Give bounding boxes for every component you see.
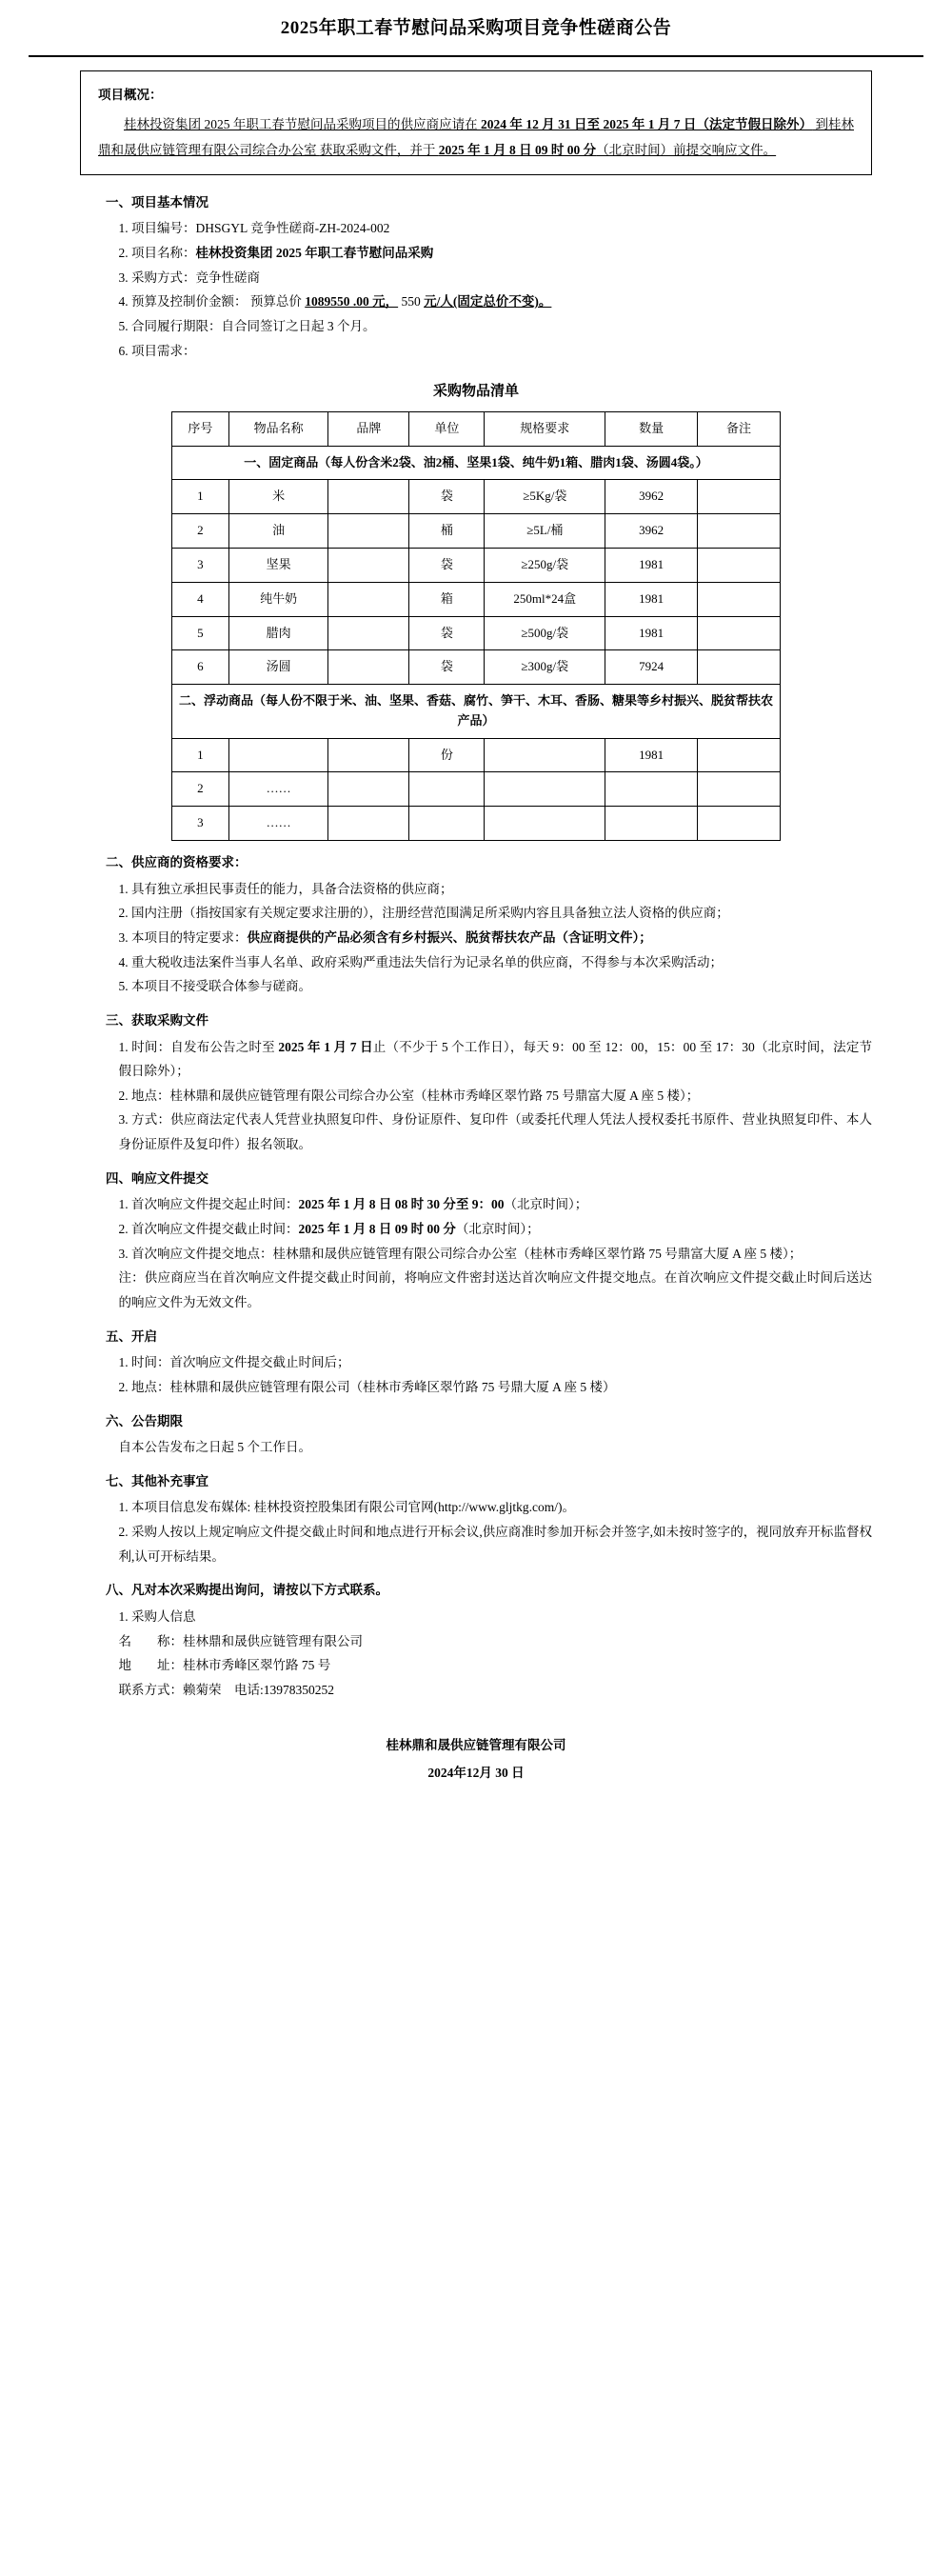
cell-no: 1: [172, 480, 229, 514]
section-2-item-5: 5. 本项目不接受联合体参与磋商。: [118, 979, 311, 994]
section-3-item-1: [80, 1035, 872, 1084]
cell-unit: 袋: [409, 616, 485, 650]
cell-no: 3: [172, 548, 229, 582]
purchaser-contact-row: 联系方式：赖菊荣 电话:13978350252: [118, 1682, 335, 1697]
section-8-heading: 八、凡对本次采购提出询问，请按以下方式联系。: [106, 1583, 388, 1598]
cell-spec: [485, 807, 605, 841]
cell-unit: 箱: [409, 582, 485, 616]
cell-qty: 1981: [605, 582, 698, 616]
cell-name: 汤圆: [228, 650, 328, 685]
cell-no: 4: [172, 582, 229, 616]
cell-name: 腊肉: [228, 616, 328, 650]
overview-part-4: 2025 年 1 月 8 日 09 时 00 分: [438, 142, 597, 157]
cell-qty: 1981: [605, 548, 698, 582]
cell-brand: [328, 548, 409, 582]
table-row: [172, 616, 781, 650]
cell-note: [698, 514, 781, 549]
budget-per-person: 元/人(固定总价不变)。: [424, 294, 552, 310]
table-row: [172, 514, 781, 549]
section-4-item-3: 3. 首次响应文件提交地点：桂林鼎和晟供应链管理有限公司综合办公室（桂林市秀峰区翠竹路 75 号鼎富大厦 A 座 5 楼）；: [118, 1246, 803, 1261]
cell-note: [698, 772, 781, 807]
col-unit: 单位: [409, 411, 485, 446]
goods-group-row-2: [172, 685, 781, 739]
goods-table: [171, 411, 781, 841]
signature-company: 桂林鼎和晟供应链管理有限公司: [386, 1737, 566, 1752]
cell-unit: 袋: [409, 548, 485, 582]
section-3-item-1-pre: 1. 时间：自发布公告之时至: [118, 1039, 279, 1054]
document-body: [0, 70, 952, 1787]
overview-part-5: （北京时间）前提交响应文件。: [596, 142, 777, 157]
section-2-item-1: 1. 具有独立承担民事责任的能力，具备合法资格的供应商；: [118, 881, 453, 896]
cell-qty: 1981: [605, 616, 698, 650]
cell-no: 3: [172, 807, 229, 841]
cell-no: 2: [172, 514, 229, 549]
cell-unit: 份: [409, 738, 485, 772]
budget-label: 4. 预算及控制价金额： 预算总价: [118, 294, 306, 310]
cell-name: 坚果: [228, 548, 328, 582]
signature-date: 2024年12月 30 日: [427, 1766, 525, 1781]
overview-label: 项目概况：: [98, 88, 163, 103]
cell-spec: [485, 738, 605, 772]
cell-unit: [409, 807, 485, 841]
col-brand: 品牌: [328, 411, 409, 446]
cell-unit: 袋: [409, 480, 485, 514]
purchaser-name-value: 桂林鼎和晟供应链管理有限公司: [183, 1633, 363, 1648]
section-4-item-1-pre: 1. 首次响应文件提交起止时间：: [118, 1197, 299, 1212]
cell-note: [698, 650, 781, 685]
purchaser-address-value: 桂林市秀峰区翠竹路 75 号: [183, 1658, 331, 1673]
cell-unit: [409, 772, 485, 807]
section-3-heading: 三、获取采购文件: [106, 1012, 208, 1028]
section-7-heading: 七、其他补充事宜: [106, 1473, 208, 1488]
goods-group-2-label: 二、浮动商品（每人份不限于米、油、坚果、香菇、腐竹、笋干、木耳、香肠、糖果等乡村振兴、脱贫帮扶农产品）: [172, 685, 781, 739]
cell-brand: [328, 807, 409, 841]
submission-start-time: 2025 年 1 月 8 日 08 时 30 分至 9：00: [298, 1197, 505, 1212]
cell-spec: [485, 772, 605, 807]
table-row: [172, 480, 781, 514]
section-2-heading: 二、供应商的资格要求：: [106, 855, 248, 870]
goods-table-title: 采购物品清单: [432, 384, 519, 400]
section-6-item-1: 自本公告发布之日起 5 个工作日。: [118, 1440, 311, 1455]
section-3-item-3: 3. 方式：供应商法定代表人凭营业执照复印件、身份证原件、复印件（或委托代理人凭法人授权委托书原件、营业执照复印件、本人身份证原件及复印件）报名领取。: [118, 1112, 872, 1152]
cell-note: [698, 616, 781, 650]
section-4-item-2-pre: 2. 首次响应文件提交截止时间：: [118, 1222, 299, 1237]
table-row: [172, 582, 781, 616]
section-3-deadline-date: 2025 年 1 月 7 日: [278, 1039, 373, 1054]
table-row: [172, 772, 781, 807]
col-note: 备注: [698, 411, 781, 446]
purchaser-address-label: 地 址：: [118, 1658, 183, 1673]
col-qty: 数量: [605, 411, 698, 446]
cell-brand: [328, 480, 409, 514]
section-1-item-1: 1. 项目编号：DHSGYL 竞争性磋商-ZH-2024-002: [118, 221, 390, 236]
section-1-item-2-value: 桂林投资集团 2025 年职工春节慰问品采购: [195, 246, 434, 261]
cell-spec: ≥300g/袋: [485, 650, 605, 685]
section-8-item-1: 1. 采购人信息: [118, 1609, 196, 1625]
budget-mid: 550: [398, 294, 425, 310]
cell-note: [698, 738, 781, 772]
cell-name: 纯牛奶: [228, 582, 328, 616]
cell-note: [698, 548, 781, 582]
section-4-item-1: [80, 1192, 872, 1217]
cell-name: ……: [228, 807, 328, 841]
page-title: 2025年职工春节慰问品采购项目竞争性磋商公告: [29, 6, 923, 57]
cell-brand: [328, 738, 409, 772]
goods-table-header-row: [172, 411, 781, 446]
cell-qty: [605, 807, 698, 841]
purchaser-name-label: 名 称：: [118, 1633, 183, 1648]
overview-part-0: 桂林投资集团 2025 年职工春节慰问品采购项目的供应商应请在: [124, 116, 482, 131]
section-1-heading: 一、项目基本情况: [106, 194, 208, 210]
overview-part-2: 到桂林鼎和晟供应链管理有限公司综合办公室: [98, 116, 855, 157]
col-no: 序号: [172, 411, 229, 446]
cell-unit: 桶: [409, 514, 485, 549]
cell-qty: 3962: [605, 514, 698, 549]
col-name: 物品名称: [228, 411, 328, 446]
section-2-item-2: 2. 国内注册（指按国家有关规定要求注册的），注册经营范围满足所采购内容且具备独立法人资格的供应商；: [118, 906, 729, 921]
cell-note: [698, 807, 781, 841]
overview-part-3: 获取采购文件，并于: [319, 142, 439, 157]
cell-qty: [605, 772, 698, 807]
table-row: [172, 650, 781, 685]
overview-part-1: 2024 年 12 月 31 日至 2025 年 1 月 7 日（法定节假日除外）: [481, 116, 813, 131]
section-2-item-3-label: 3. 本项目的特定要求：: [118, 930, 248, 945]
section-2-item-4: 4. 重大税收违法案件当事人名单、政府采购严重违法失信行为记录名单的供应商，不得参与本次采购活动；: [118, 954, 723, 969]
section-5-item-2: 2. 地点：桂林鼎和晟供应链管理有限公司（桂林市秀峰区翠竹路 75 号鼎大厦 A 座 5 楼）: [118, 1379, 616, 1394]
cell-name: 米: [228, 480, 328, 514]
section-1-item-4: [80, 290, 872, 314]
submission-deadline-time: 2025 年 1 月 8 日 09 时 00 分: [298, 1222, 456, 1237]
signature-block: [80, 1731, 872, 1787]
cell-brand: [328, 616, 409, 650]
cell-note: [698, 480, 781, 514]
cell-name: ……: [228, 772, 328, 807]
cell-qty: 3962: [605, 480, 698, 514]
section-4-note: 注：供应商应当在首次响应文件提交截止时间前，将响应文件密封送达首次响应文件提交地点。在首次响应文件提交截止时间后送达的响应文件为无效文件。: [118, 1270, 872, 1309]
cell-spec: ≥5L/桶: [485, 514, 605, 549]
section-4-item-2: [80, 1217, 872, 1242]
table-row: [172, 738, 781, 772]
section-3-item-2: 2. 地点：桂林鼎和晟供应链管理有限公司综合办公室（桂林市秀峰区翠竹路 75 号鼎富大厦 A 座 5 楼）；: [118, 1088, 700, 1103]
cell-brand: [328, 582, 409, 616]
purchaser-name-row: [80, 1629, 872, 1654]
section-2-item-3: [80, 926, 872, 950]
overview-text: [98, 111, 854, 163]
section-1-item-5: 5. 合同履行期限：自合同签订之日起 3 个月。: [118, 318, 376, 333]
cell-spec: 250ml*24盒: [485, 582, 605, 616]
cell-note: [698, 582, 781, 616]
cell-brand: [328, 772, 409, 807]
section-5-item-1: 1. 时间：首次响应文件提交截止时间后；: [118, 1355, 350, 1370]
cell-brand: [328, 650, 409, 685]
cell-spec: ≥500g/袋: [485, 616, 605, 650]
purchaser-address-row: [80, 1653, 872, 1678]
section-7-item-1: 1. 本项目信息发布媒体: 桂林投资控股集团有限公司官网(http://www.gljtkg.com/)。: [118, 1500, 575, 1515]
cell-name: 油: [228, 514, 328, 549]
cell-name: [228, 738, 328, 772]
cell-unit: 袋: [409, 650, 485, 685]
section-6-heading: 六、公告期限: [106, 1413, 183, 1428]
cell-qty: 1981: [605, 738, 698, 772]
section-5-heading: 五、开启: [106, 1328, 157, 1344]
goods-group-1-label: 一、固定商品（每人份含米2袋、油2桶、坚果1袋、纯牛奶1箱、腊肉1袋、汤圆4袋。）: [172, 446, 781, 480]
budget-total: 1089550 .00 元，: [305, 294, 399, 310]
cell-qty: 7924: [605, 650, 698, 685]
section-7-item-2: 2. 采购人按以上规定响应文件提交截止时间和地点进行开标会议,供应商准时参加开标会并签字,如未按时签字的，视同放弃开标监督权利,认可开标结果。: [118, 1525, 872, 1564]
project-overview-box: [80, 70, 872, 175]
table-row: [172, 807, 781, 841]
cell-no: 1: [172, 738, 229, 772]
table-row: [172, 548, 781, 582]
section-3-item-1-post: 止（不少于 5 个工作日），每天 9：00 至 12：00，15：00 至 17：30（北京时间，法定节假日除外）；: [118, 1039, 873, 1079]
cell-no: 2: [172, 772, 229, 807]
cell-spec: ≥5Kg/袋: [485, 480, 605, 514]
section-2-item-3-bold: 供应商提供的产品必须含有乡村振兴、脱贫帮扶农产品（含证明文件）；: [247, 930, 652, 945]
cell-no: 5: [172, 616, 229, 650]
cell-brand: [328, 514, 409, 549]
section-1-item-6: 6. 项目需求：: [118, 343, 196, 358]
goods-group-row-1: [172, 446, 781, 480]
section-4-item-2-post: （北京时间）；: [455, 1222, 540, 1237]
section-1-item-3: 3. 采购方式：竞争性磋商: [118, 270, 260, 285]
col-spec: 规格要求: [485, 411, 605, 446]
cell-no: 6: [172, 650, 229, 685]
section-1-item-2-label: 2. 项目名称：: [118, 246, 196, 261]
section-1-item-2: [80, 241, 872, 266]
section-4-heading: 四、响应文件提交: [106, 1170, 208, 1186]
section-4-item-1-post: （北京时间）；: [504, 1197, 588, 1212]
cell-spec: ≥250g/袋: [485, 548, 605, 582]
